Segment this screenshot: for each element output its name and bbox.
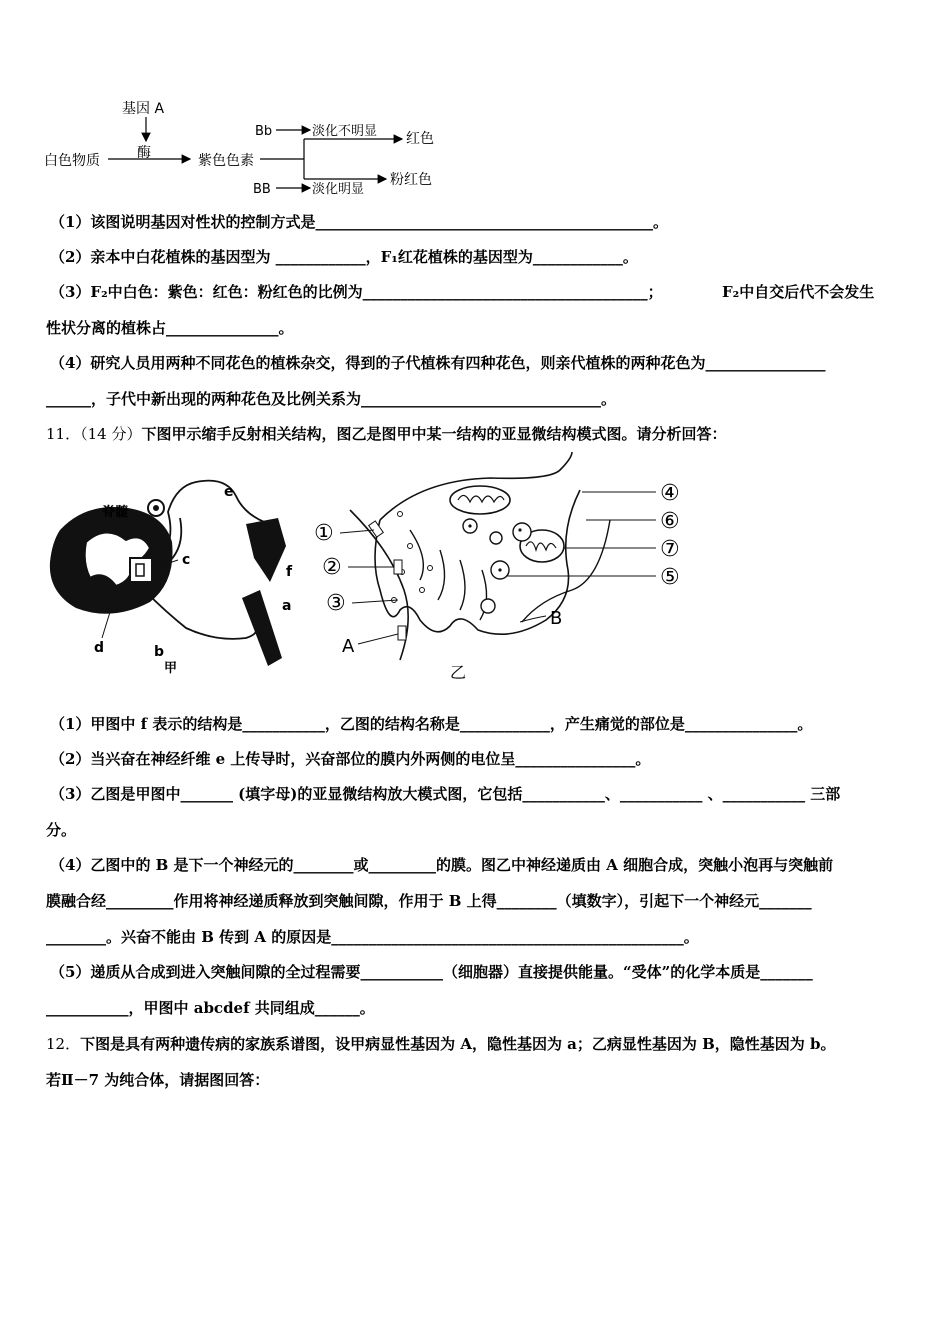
- cleft-dot-5: [428, 566, 433, 571]
- enzyme-label: 酶: [137, 145, 151, 161]
- leader-A: [358, 634, 398, 644]
- label-c: c: [182, 552, 191, 568]
- label-n1: ①: [314, 521, 334, 546]
- leader-n3: [352, 600, 398, 603]
- q12-stem2: 若Ⅱ－7 为纯合体，请据图回答：: [46, 1071, 270, 1089]
- q12-stem: 下图是具有两种遗传病的家族系谱图，设甲病显性基因为 A，隐性基因为 a；乙病显性基因为 B，隐性基因为 b。: [80, 1035, 836, 1053]
- label-d-line: [102, 612, 110, 638]
- q11-part5b: ___________，甲图中 abcdef 共同组成______。: [46, 999, 375, 1017]
- q11-part3a: （3）乙图是甲图中_______ (填字母)的亚显微结构放大模式图，它包括___________、___________ 、___________ 三部: [50, 785, 841, 803]
- q10-part3a: （3）F₂中白色：紫色：红色：粉红色的比例为______________________________________；: [50, 283, 663, 301]
- q11-score: （14 分）: [80, 425, 142, 443]
- q11-part4a: （4）乙图中的 B 是下一个神经元的________或_________的膜。图乙中神经递质由 A 细胞合成，突触小泡再与突触前: [50, 856, 834, 874]
- q10-part4a: （4）研究人员用两种不同花色的植株杂交，得到的子代植株有四种花色，则亲代植株的两种花色为________________: [50, 354, 826, 372]
- transmitter-dot-1: [468, 524, 471, 527]
- q11-part2: （2）当兴奋在神经纤维 e 上传导时，兴奋部位的膜内外两侧的电位呈________________。: [50, 750, 651, 768]
- transmitter-dot-2: [518, 528, 521, 531]
- vesicle-2: [490, 532, 502, 544]
- q12-number: 12．: [46, 1035, 81, 1053]
- efferent-nerve-b: [146, 592, 258, 639]
- q10-part2: （2）亲本中白花植株的基因型为 ____________，F₁红花植株的基因型为____________。: [50, 248, 638, 266]
- label-n6: ⑥: [660, 509, 680, 534]
- bb-hom-label: BB: [253, 182, 271, 197]
- faint-obvious-label: 淡化明显: [312, 182, 365, 197]
- vesicle-3: [513, 523, 531, 541]
- cleft-dot-2: [408, 544, 413, 549]
- receptor-2: [394, 560, 402, 574]
- receptor-3: [398, 626, 406, 640]
- q10-part4b: ______，子代中新出现的两种花色及比例关系为________________________________。: [46, 390, 617, 408]
- q12-stem-line: [46, 1034, 836, 1054]
- q11-part4b: 膜融合经_________作用将神经递质释放到突触间隙，作用于 B 上得________（填数字），引起下一个神经元_______: [46, 892, 812, 910]
- q10-part3b: F₂中自交后代不会发生: [722, 283, 875, 301]
- synapse-figure: [310, 450, 700, 690]
- label-e: e: [224, 484, 234, 500]
- cleft-dot-4: [420, 588, 425, 593]
- interneuron-mark: [136, 564, 144, 576]
- label-b: b: [154, 644, 165, 660]
- label-a: a: [282, 598, 292, 614]
- label-yi: 乙: [450, 663, 467, 682]
- purple-pigment-label: 紫色色素: [198, 153, 254, 169]
- q11-part4c: ________。兴奋不能由 B 传到 A 的原因是_______________________________________________。: [46, 928, 699, 946]
- white-substance-label: 白色物质: [44, 153, 100, 169]
- q11-number: 11．: [46, 425, 81, 443]
- spinal-cord-label: 脊髓: [102, 505, 129, 520]
- transmitter-dot-3: [498, 568, 501, 571]
- presynaptic-membrane-folds: [410, 530, 487, 620]
- label-f: f: [286, 564, 293, 580]
- ganglion-dot: [153, 505, 159, 511]
- label-n5: ⑤: [660, 565, 680, 590]
- label-n4: ④: [660, 481, 680, 506]
- receptor-f: [246, 518, 286, 582]
- q11-stem: 下图甲示缩手反射相关结构，图乙是图甲中某一结构的亚显微结构模式图。请分析回答：: [141, 425, 727, 443]
- label-d: d: [94, 640, 105, 656]
- q11-part1: （1）甲图中 f 表示的结构是___________，乙图的结构名称是____________，产生痛觉的部位是_______________。: [50, 715, 813, 733]
- label-n7: ⑦: [660, 537, 680, 562]
- label-n3: ③: [326, 591, 346, 616]
- q11-part5a: （5）递质从合成到进入突触间隙的全过程需要___________（细胞器）直接提供能量。“受体”的化学本质是_______: [50, 963, 813, 981]
- q11-part3b: 分。: [46, 821, 77, 839]
- faint-not-obvious-label: 淡化不明显: [312, 124, 378, 139]
- bb-het-label: Bb: [255, 124, 273, 139]
- gene-a-label: 基因 A: [122, 101, 165, 117]
- q11-stem-line: [46, 424, 726, 444]
- pink-label: 粉红色: [390, 172, 432, 188]
- red-label: 红色: [406, 131, 434, 147]
- effector-a: [242, 590, 282, 666]
- receptor-1: [369, 521, 384, 537]
- mitochondrion-1: [450, 486, 510, 514]
- q10-part3c: 性状分离的植株占_______________。: [46, 319, 294, 337]
- cleft-dot-1: [398, 512, 403, 517]
- label-A: A: [342, 636, 355, 657]
- gene-pathway-diagram: [40, 95, 460, 205]
- label-B: B: [550, 608, 563, 629]
- label-n2: ②: [322, 555, 342, 580]
- reflex-arc-figure: [46, 462, 306, 682]
- label-jia: 甲: [164, 661, 178, 676]
- vesicle-5: [481, 599, 495, 613]
- q10-part1: （1）该图说明基因对性状的控制方式是_____________________________________________。: [50, 213, 668, 231]
